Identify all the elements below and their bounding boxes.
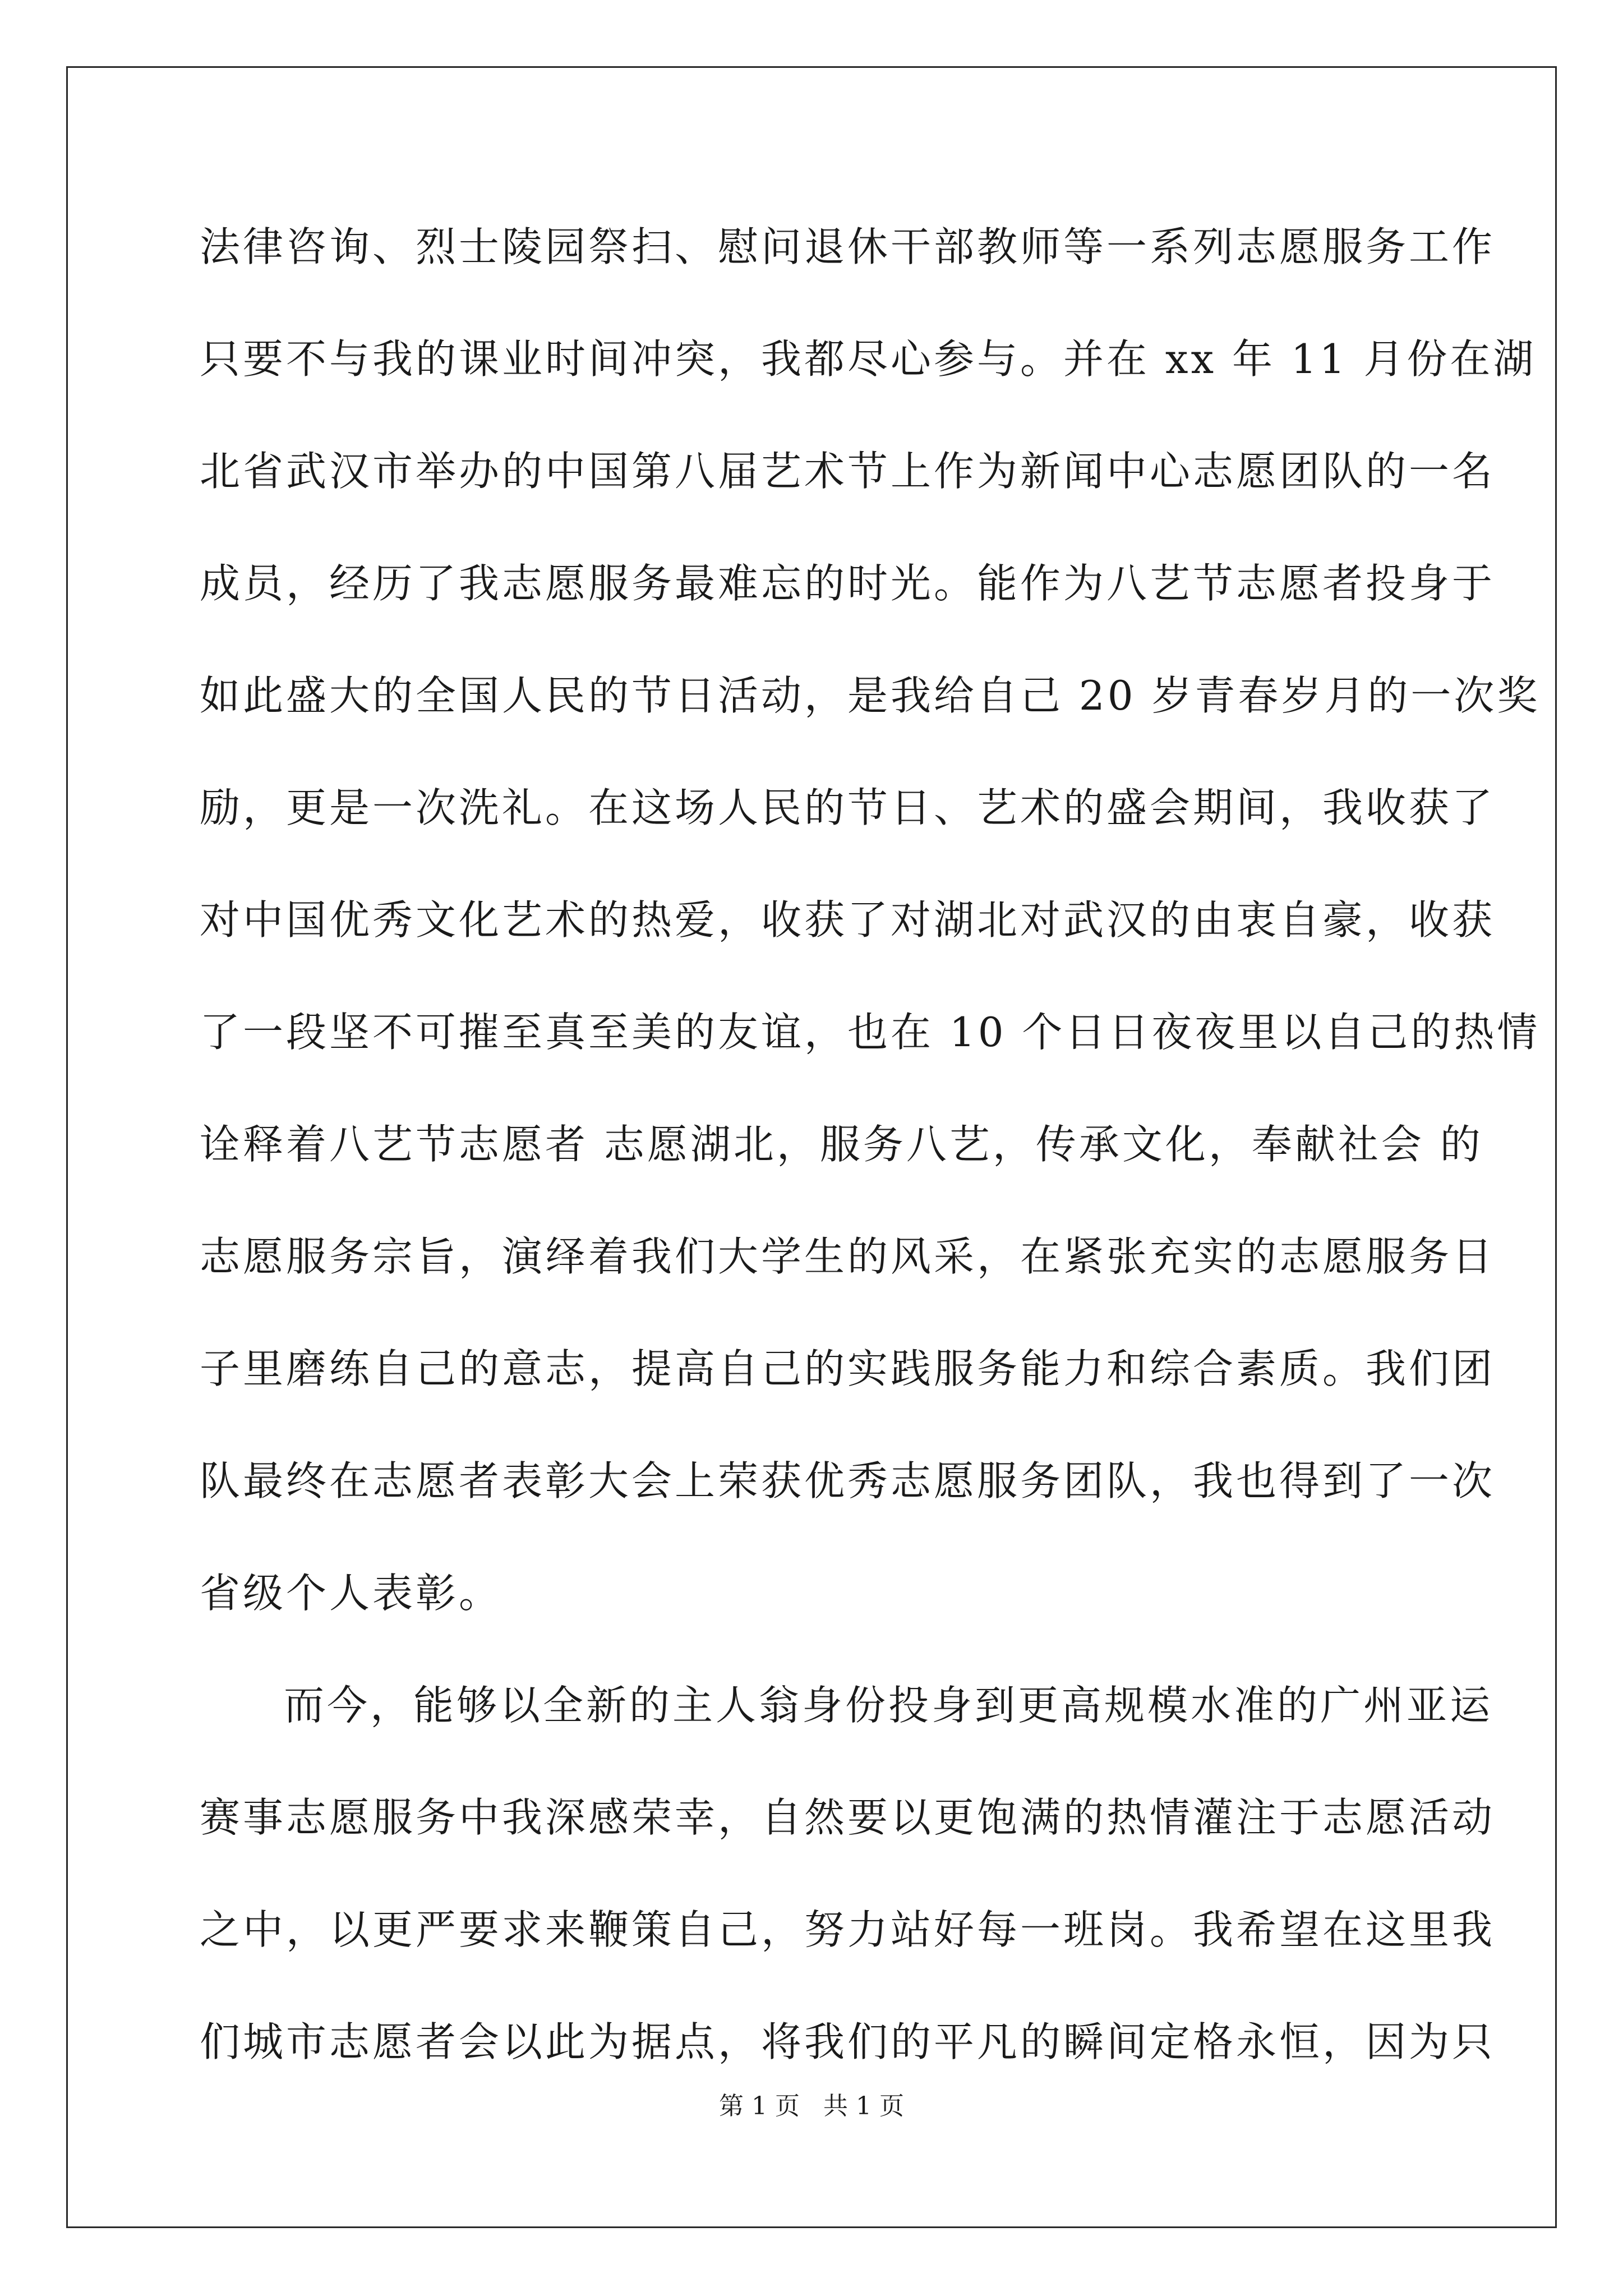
paragraph-1-line-5: 如此盛大的全国人民的节日活动，是我给自己 20 岁青春岁月的一次奖 bbox=[200, 672, 1541, 719]
paragraph-1-line-12: 队最终在志愿者表彰大会上荣获优秀志愿服务团队，我也得到了一次 bbox=[200, 1457, 1496, 1504]
paragraph-1-line-6: 励，更是一次洗礼。在这场人民的节日、艺术的盛会期间，我收获了 bbox=[200, 784, 1496, 831]
paragraph-2-line-1: 而今，能够以全新的主人翁身份投身到更高规模水准的广州亚运 bbox=[284, 1682, 1493, 1729]
paragraph-2-line-2: 赛事志愿服务中我深感荣幸，自然要以更饱满的热情灌注于志愿活动 bbox=[200, 1794, 1496, 1841]
paragraph-2-line-3: 之中，以更严要求来鞭策自己，努力站好每一班岗。我希望在这里我 bbox=[200, 1906, 1496, 1953]
paragraph-1-line-4: 成员，经历了我志愿服务最难忘的时光。能作为八艺节志愿者投身于 bbox=[200, 560, 1496, 607]
paragraph-1-line-1: 法律咨询、烈士陵园祭扫、慰问退休干部教师等一系列志愿服务工作 bbox=[200, 223, 1496, 270]
paragraph-1-line-2: 只要不与我的课业时间冲突，我都尽心参与。并在 xx 年 11 月份在湖 bbox=[200, 335, 1537, 383]
paragraph-1-line-10: 志愿服务宗旨，演绎着我们大学生的风采，在紧张充实的志愿服务日 bbox=[200, 1233, 1496, 1280]
paragraph-1-line-8: 了一段坚不可摧至真至美的友谊，也在 10 个日日夜夜里以自己的热情 bbox=[200, 1009, 1541, 1056]
paragraph-1-line-9: 诠释着八艺节志愿者 志愿湖北，服务八艺，传承文化，奉献社会 的 bbox=[200, 1121, 1483, 1168]
paragraph-1-line-13: 省级个人表彰。 bbox=[200, 1570, 502, 1617]
paragraph-1-line-7: 对中国优秀文化艺术的热爱，收获了对湖北对武汉的由衷自豪，收获 bbox=[200, 896, 1496, 944]
document-body bbox=[200, 213, 1541, 2120]
paragraph-2-line-4: 们城市志愿者会以此为据点，将我们的平凡的瞬间定格永恒，因为只 bbox=[200, 2018, 1496, 2065]
paragraph-1-line-11: 子里磨练自己的意志，提高自己的实践服务能力和综合素质。我们团 bbox=[200, 1345, 1496, 1392]
paragraph-1-line-3: 北省武汉市举办的中国第八届艺术节上作为新闻中心志愿团队的一名 bbox=[200, 448, 1496, 495]
page-number-footer: 第 1 页 共 1 页 bbox=[719, 2092, 904, 2120]
